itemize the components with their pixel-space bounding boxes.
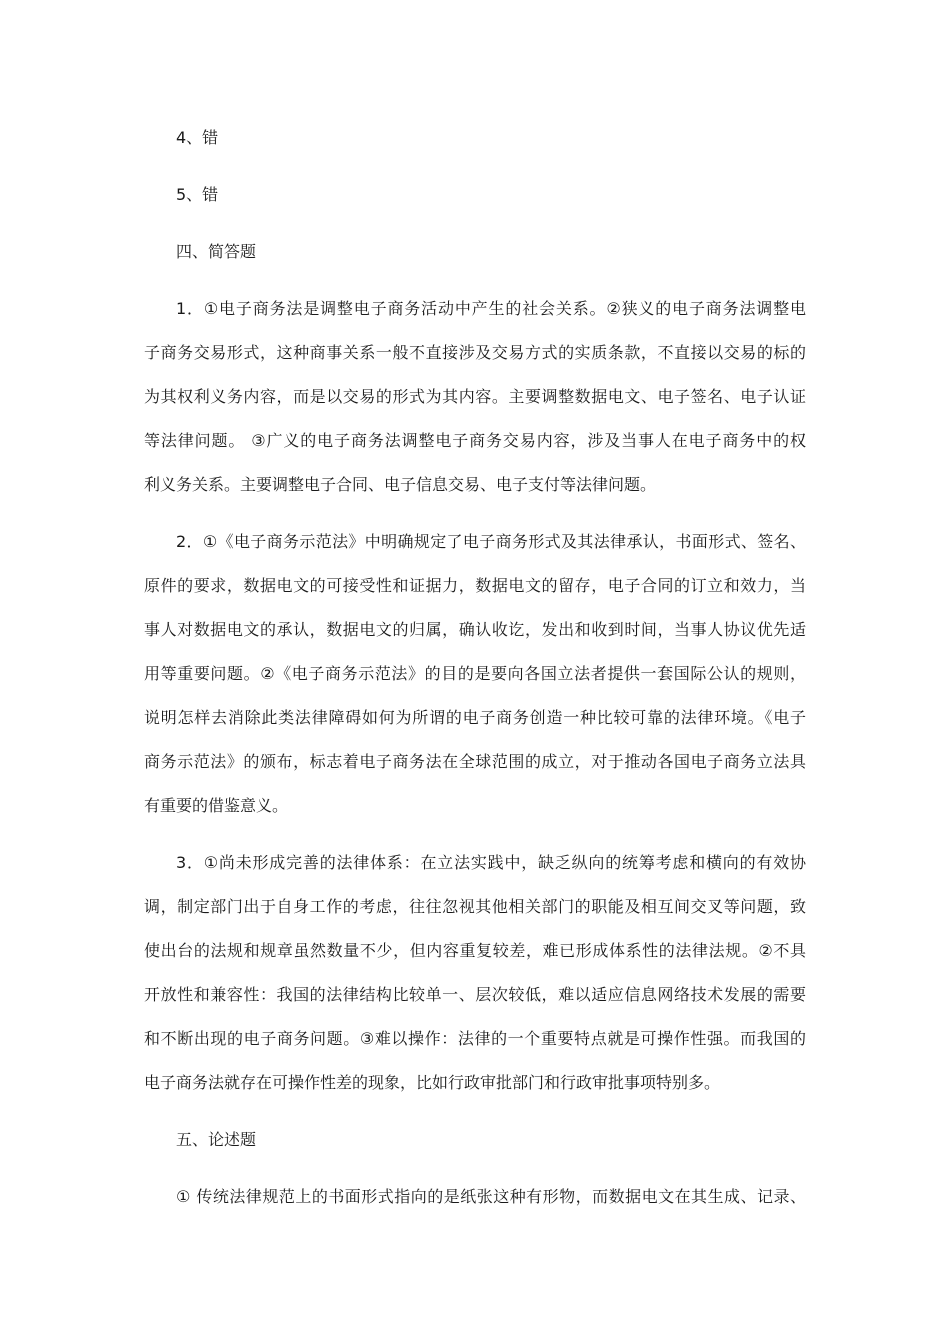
paragraph-line: 原件的要求，数据电文的可接受性和证据力，数据电文的留存，电子合同的订立和效力，当	[144, 576, 806, 595]
answer-4: 4、错	[176, 128, 219, 147]
paragraph-line: 调，制定部门出于自身工作的考虑，往往忽视其他相关部门的职能及相互间交叉等问题，致	[144, 897, 806, 916]
paragraph-line: 电子商务法就存在可操作性差的现象，比如行政审批部门和行政审批事项特别多。	[144, 1073, 721, 1092]
paragraph-line: 子商务交易形式，这种商事关系一般不直接涉及交易方式的实质条款，不直接以交易的标的	[144, 343, 806, 362]
paragraph-line: 利义务关系。主要调整电子合同、电子信息交易、电子支付等法律问题。	[144, 475, 657, 494]
paragraph-line: 2．①《电子商务示范法》中明确规定了电子商务形式及其法律承认，书面形式、签名、	[176, 532, 806, 551]
paragraph-line: 说明怎样去消除此类法律障碍如何为所谓的电子商务创造一种比较可靠的法律环境。《电子	[144, 708, 806, 727]
paragraph-line: 开放性和兼容性：我国的法律结构比较单一、层次较低，难以适应信息网络技术发展的需要	[144, 985, 806, 1004]
paragraph-line: 事人对数据电文的承认，数据电文的归属，确认收讫，发出和收到时间，当事人协议优先适	[144, 620, 806, 639]
section-heading-essay: 五、论述题	[176, 1130, 257, 1149]
paragraph-line: 用等重要问题。②《电子商务示范法》的目的是要向各国立法者提供一套国际公认的规则，	[144, 664, 806, 683]
paragraph-line: 为其权利义务内容，而是以交易的形式为其内容。主要调整数据电文、电子签名、电子认证	[144, 387, 806, 406]
paragraph-line: 有重要的借鉴意义。	[144, 796, 289, 815]
paragraph-line: 商务示范法》的颁布，标志着电子商务法在全球范围的成立，对于推动各国电子商务立法具	[144, 752, 806, 771]
paragraph-line: 1．①电子商务法是调整电子商务活动中产生的社会关系。②狭义的电子商务法调整电	[176, 299, 806, 318]
paragraph-line: 等法律问题。 ③广义的电子商务法调整电子商务交易内容，涉及当事人在电子商务中的权	[144, 431, 806, 450]
paragraph-line: 3．①尚未形成完善的法律体系：在立法实践中，缺乏纵向的统筹考虑和横向的有效协	[176, 853, 806, 872]
paragraph-line: 使出台的法规和规章虽然数量不少，但内容重复较差，难已形成体系性的法律法规。②不具	[144, 941, 806, 960]
paragraph-line: 和不断出现的电子商务问题。③难以操作：法律的一个重要特点就是可操作性强。而我国的	[144, 1029, 806, 1048]
paragraph-line: ① 传统法律规范上的书面形式指向的是纸张这种有形物，而数据电文在其生成、记录、	[176, 1187, 806, 1206]
section-heading-short-answer: 四、简答题	[176, 242, 257, 261]
answer-5: 5、错	[176, 185, 219, 204]
